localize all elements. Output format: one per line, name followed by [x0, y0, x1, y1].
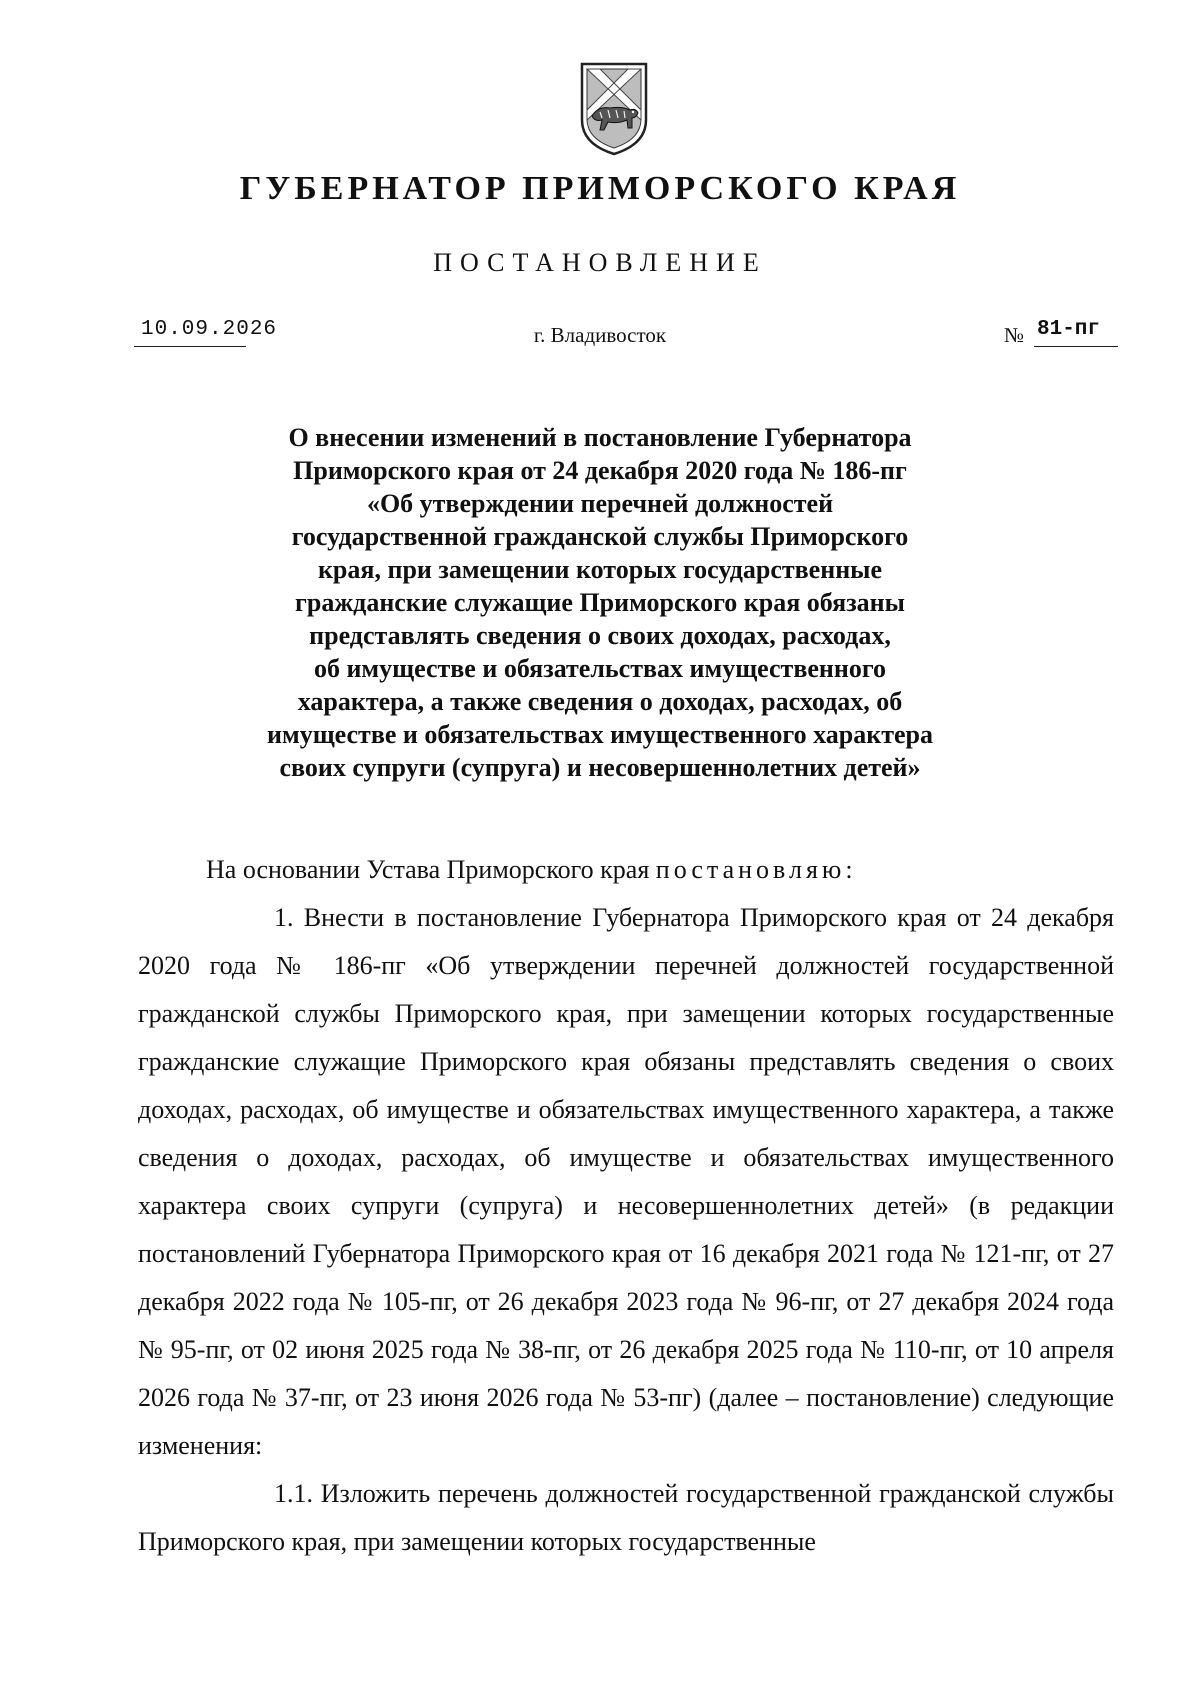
issuer-title: ГУБЕРНАТОР ПРИМОРСКОГО КРАЯ — [239, 170, 961, 207]
subject-line: об имуществе и обязательствах имущественного — [313, 654, 887, 683]
subject-line: представлять сведения о своих доходах, расходах, — [309, 621, 891, 650]
item-text: Внести в постановление Губернатора Приморского края от 24 декабря 2020 года № 186-пг «Об утверждении перечней должностей государственной гражданской службы Приморского края, при замещении которых государственные гражданские служащие Приморского края обязаны представлять сведения о своих доходах, расходах, об имуществе и обязательствах имущественного характера, а также сведения о доходах, расходах, об имуществе и обязательствах имущественного характера своих супруги (супруга) и несовершеннолетних детей» (в редакции постановлений Губернатора Приморского края от 16 декабря 2021 года № 121-пг, от 27 декабря 2022 года № 105-пг, от 26 декабря 2023 года № 96-пг, от 27 декабря 2024 года № 95-пг, от 02 июня 2025 года № 38-пг, от 26 декабря 2025 года № 110-пг, от 10 апреля 2026 года № 37-пг, от 23 июня 2026 года № 53-пг) (далее – постановление) следующие изменения: — [138, 903, 1115, 1460]
basis-colon: : — [845, 855, 853, 884]
document-city: г. Владивосток — [533, 323, 667, 347]
subject-line: имуществе и обязательствах имущественного характера — [267, 720, 933, 749]
subject-line: государственной гражданской службы Приморского — [291, 522, 909, 551]
subject-line: характера, а также сведения о доходах, расходах, об — [297, 687, 903, 716]
subject-line: своих супруги (супруга) и несовершеннолетних детей» — [279, 753, 921, 782]
document-subject — [260, 421, 940, 784]
document-body — [138, 846, 1114, 1566]
basis-text: На основании Устава Приморского края — [206, 855, 656, 884]
subject-line: «Об утверждении перечней должностей — [366, 489, 834, 518]
resolution-word: постановляю — [655, 855, 846, 884]
item-text: Изложить перечень должностей государственной гражданской службы Приморского края, при замещении которых государственные — [138, 1479, 1115, 1556]
subject-line: Приморского края от 24 декабря 2020 года № 186-пг — [293, 456, 907, 485]
item-number: 1.1. — [274, 1479, 313, 1508]
item-1-paragraph — [138, 894, 1114, 1470]
document-date: 10.09.2026 — [141, 318, 278, 341]
document-number: 81-пг — [1037, 318, 1101, 341]
subject-line: края, при замещении которых государственные — [317, 555, 883, 584]
coat-of-arms-icon — [578, 58, 650, 158]
document-type: ПОСТАНОВЛЕНИЕ — [433, 248, 767, 277]
subject-line: О внесении изменений в постановление Губернатора — [288, 423, 912, 452]
item-number: 1. — [274, 903, 294, 932]
number-underline — [1034, 346, 1118, 347]
basis-paragraph — [138, 846, 1114, 894]
subject-line: гражданские служащие Приморского края обязаны — [295, 588, 905, 617]
number-sign: № — [1004, 323, 1025, 347]
item-1-1-paragraph — [138, 1470, 1114, 1566]
